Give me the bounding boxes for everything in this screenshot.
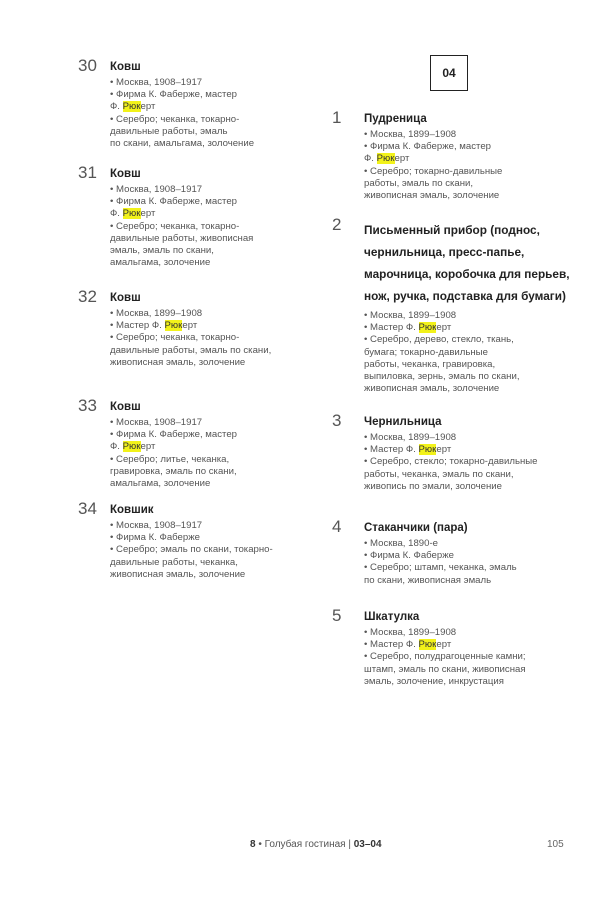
item-detail-line: • Серебро; чеканка, токарно- bbox=[110, 113, 240, 125]
item-detail-line: • Серебро, полудрагоценные камни; bbox=[364, 651, 526, 663]
item-detail-line: • Москва, 1908–1917 bbox=[110, 520, 203, 531]
item-detail-line bbox=[110, 208, 330, 220]
highlighted-search-match: Рюк bbox=[418, 639, 437, 651]
item-detail-line: • Фирма К. Фаберже, мастер bbox=[110, 89, 237, 101]
item-detail-line: • Москва, 1908–1917 bbox=[110, 77, 203, 88]
item-detail-line: • Фирма К. Фаберже, мастер bbox=[364, 141, 491, 153]
footer-section: Голубая гостиная | bbox=[264, 839, 354, 850]
running-footer bbox=[250, 839, 382, 850]
item-number: 34 bbox=[78, 499, 97, 518]
catalog-entry bbox=[78, 163, 330, 269]
item-detail-line: • Москва, 1908–1917 bbox=[110, 417, 203, 428]
item-detail-line: работы, чеканка, эмаль по скани, bbox=[364, 468, 514, 480]
item-detail-line bbox=[364, 153, 584, 165]
item-detail-line: • Серебро; чеканка, токарно- bbox=[110, 332, 240, 344]
item-detail-line: эмаль, эмаль по скани, bbox=[110, 245, 214, 257]
highlighted-search-match: Рюк bbox=[164, 320, 183, 332]
item-detail-line: бумага; токарно-давильные bbox=[364, 346, 488, 358]
item-detail-line: живописная эмаль, золочение bbox=[364, 190, 500, 202]
detail-text: • Мастер Ф. bbox=[364, 322, 419, 334]
item-title: Письменный прибор (поднос, чернильница, пресс-папье, марочница, коробочка для перьев, нож, ручка, подставка для бумаги) bbox=[364, 223, 570, 303]
item-detail-line: • Фирма К. Фаберже, мастер bbox=[110, 429, 237, 441]
item-title: Ковш bbox=[110, 401, 141, 413]
item-detail-line: • Серебро, стекло; токарно-давильные bbox=[364, 456, 538, 468]
item-detail-line: • Москва, 1899–1908 bbox=[364, 432, 457, 443]
detail-text: ерт bbox=[140, 101, 156, 113]
footer-chapter: 8 bbox=[250, 839, 256, 850]
detail-text: ерт bbox=[182, 320, 198, 332]
highlighted-search-match: Рюк bbox=[122, 101, 141, 113]
item-detail-line: работы, чеканка, гравировка, bbox=[364, 358, 496, 370]
item-number: 3 bbox=[332, 411, 342, 430]
item-title: Ковшик bbox=[110, 504, 154, 516]
detail-text: Ф. bbox=[110, 208, 123, 220]
item-number: 2 bbox=[332, 215, 342, 234]
item-title: Ковш bbox=[110, 61, 141, 73]
item-detail-line: по скани, амальгама, золочение bbox=[110, 138, 255, 150]
item-detail-line: • Москва, 1899–1908 bbox=[110, 308, 203, 319]
item-number: 31 bbox=[78, 163, 97, 182]
item-detail-line: • Москва, 1890-е bbox=[364, 538, 438, 549]
item-detail-line: амальгама, золочение bbox=[110, 478, 211, 490]
item-detail-line: давильные работы, эмаль bbox=[110, 125, 228, 137]
detail-text: ерт bbox=[140, 208, 156, 220]
item-number: 4 bbox=[332, 517, 342, 536]
catalog-entry bbox=[332, 517, 584, 587]
detail-text: ерт bbox=[394, 153, 410, 165]
item-detail-line bbox=[364, 322, 584, 334]
item-detail-line: живописная эмаль, золочение bbox=[364, 383, 500, 395]
item-number: 1 bbox=[332, 108, 342, 127]
catalog-entry bbox=[332, 411, 584, 493]
item-detail-line: давильные работы, чеканка, bbox=[110, 556, 238, 568]
item-detail-line: • Серебро; токарно-давильные bbox=[364, 165, 503, 177]
item-number: 30 bbox=[78, 56, 97, 75]
detail-text: ерт bbox=[140, 441, 156, 453]
item-number: 32 bbox=[78, 287, 97, 306]
item-detail-line bbox=[110, 441, 330, 453]
item-detail-line: живопись по эмали, золочение bbox=[364, 480, 502, 492]
item-detail-line: • Москва, 1899–1908 bbox=[364, 129, 457, 140]
highlighted-search-match: Рюк bbox=[376, 153, 395, 165]
item-detail-line: эмаль, золочение, инкрустация bbox=[364, 675, 504, 687]
item-title: Чернильница bbox=[364, 416, 442, 428]
item-detail-line: живописная эмаль, золочение bbox=[110, 356, 246, 368]
item-detail-line bbox=[110, 320, 330, 332]
detail-text: • Мастер Ф. bbox=[364, 639, 419, 651]
section-badge: 04 bbox=[430, 55, 468, 91]
item-detail-line: гравировка, эмаль по скани, bbox=[110, 465, 237, 477]
item-detail-line bbox=[364, 444, 584, 456]
detail-text: ерт bbox=[436, 639, 452, 651]
catalog-entry bbox=[332, 108, 584, 202]
highlighted-search-match: Рюк bbox=[122, 208, 141, 220]
catalog-entry bbox=[78, 499, 330, 581]
catalog-entry bbox=[78, 56, 330, 150]
item-detail-line: • Серебро; эмаль по скани, токарно- bbox=[110, 544, 273, 556]
catalog-entry bbox=[78, 287, 330, 369]
item-title: Ковш bbox=[110, 168, 141, 180]
detail-text: • Мастер Ф. bbox=[110, 320, 165, 332]
detail-text: Ф. bbox=[364, 153, 377, 165]
item-detail-line: • Фирма К. Фаберже, мастер bbox=[110, 196, 237, 208]
detail-text: ерт bbox=[436, 322, 452, 334]
item-detail-line bbox=[110, 101, 330, 113]
item-detail-line: давильные работы, эмаль по скани, bbox=[110, 344, 272, 356]
item-detail-line: давильные работы, живописная bbox=[110, 232, 254, 244]
item-detail-line: штамп, эмаль по скани, живописная bbox=[364, 663, 526, 675]
detail-text: ерт bbox=[436, 444, 452, 456]
item-detail-line: выпиловка, зернь, эмаль по скани, bbox=[364, 371, 520, 383]
item-number: 33 bbox=[78, 396, 97, 415]
highlighted-search-match: Рюк bbox=[418, 444, 437, 456]
item-detail-line: живописная эмаль, золочение bbox=[110, 568, 246, 580]
highlighted-search-match: Рюк bbox=[418, 322, 437, 334]
item-detail-line: • Серебро, дерево, стекло, ткань, bbox=[364, 334, 514, 346]
item-number: 5 bbox=[332, 606, 342, 625]
item-detail-line: • Москва, 1899–1908 bbox=[364, 627, 457, 638]
item-title: Шкатулка bbox=[364, 611, 420, 623]
item-title: Стаканчики (пара) bbox=[364, 522, 468, 534]
item-detail-line: работы, эмаль по скани, bbox=[364, 177, 474, 189]
item-detail-line: по скани, живописная эмаль bbox=[364, 574, 492, 586]
detail-text: Ф. bbox=[110, 441, 123, 453]
highlighted-search-match: Рюк bbox=[122, 441, 141, 453]
page-number: 105 bbox=[547, 839, 564, 850]
item-title: Пудреница bbox=[364, 113, 427, 125]
item-detail-line: амальгама, золочение bbox=[110, 257, 211, 269]
item-detail-line: • Москва, 1899–1908 bbox=[364, 310, 457, 321]
item-detail-line: • Серебро; чеканка, токарно- bbox=[110, 220, 240, 232]
item-detail-line: • Серебро; штамп, чеканка, эмаль bbox=[364, 562, 517, 574]
item-title: Ковш bbox=[110, 292, 141, 304]
item-detail-line: • Серебро; литье, чеканка, bbox=[110, 453, 230, 465]
footer-range: 03–04 bbox=[353, 839, 382, 850]
item-detail-line: • Фирма К. Фаберже bbox=[110, 532, 200, 544]
catalog-entry bbox=[332, 215, 584, 395]
detail-text: Ф. bbox=[110, 101, 123, 113]
item-detail-line: • Фирма К. Фаберже bbox=[364, 550, 454, 562]
detail-text: • Мастер Ф. bbox=[364, 444, 419, 456]
item-detail-line: • Москва, 1908–1917 bbox=[110, 184, 203, 195]
catalog-entry bbox=[78, 396, 330, 490]
footer-separator: • bbox=[255, 839, 265, 850]
catalog-entry bbox=[332, 606, 584, 688]
item-detail-line bbox=[364, 639, 584, 651]
